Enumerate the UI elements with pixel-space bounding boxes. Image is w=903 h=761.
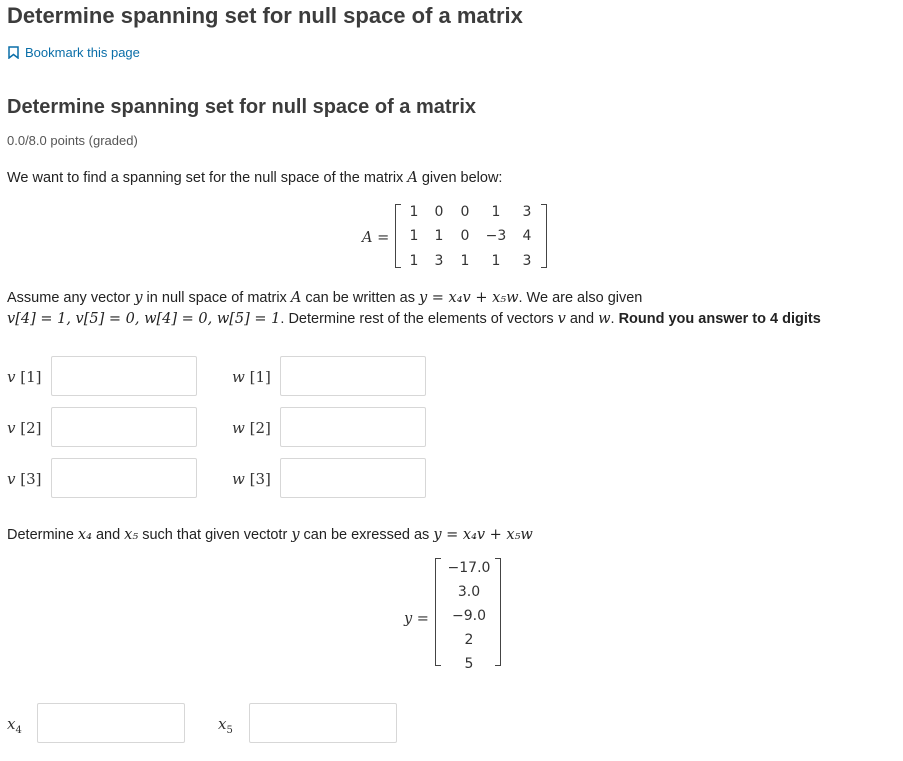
- w1-input[interactable]: [280, 356, 426, 396]
- w2-input[interactable]: [280, 407, 426, 447]
- v1-input[interactable]: [51, 356, 197, 396]
- matrix-a-cell: 1: [409, 204, 419, 220]
- matrix-a-cell: 4: [522, 228, 532, 244]
- matrix-a-cell: 1: [491, 204, 501, 220]
- w3-input[interactable]: [280, 458, 426, 498]
- y-vector-entry: 2: [464, 632, 474, 648]
- y-vector-entry: 3.0: [457, 584, 481, 600]
- assume-line-1: Assume any vector y in null space of matrix A can be written as y = x₄v + x₅w. We are also given: [7, 290, 643, 306]
- points-status: 0.0/8.0 points (graded): [7, 133, 138, 148]
- determine-text: Determine x₄ and x₅ such that given vectotr y can be exressed as y = x₄v + x₅w: [7, 527, 533, 543]
- x4-input[interactable]: [37, 703, 185, 743]
- matrix-a-cell: 1: [491, 253, 501, 269]
- matrix-a: [395, 204, 547, 270]
- matrix-a-cell: 1: [409, 228, 419, 244]
- v3-label: v [3]: [7, 470, 42, 488]
- x5-label: $x_5$: [218, 715, 233, 736]
- bookmark-icon: [8, 46, 19, 59]
- matrix-a-cell: 3: [522, 253, 532, 269]
- v3-input[interactable]: [51, 458, 197, 498]
- w3-label: w [3]: [232, 470, 271, 488]
- matrix-a-cell: 3: [522, 204, 532, 220]
- w1-label: w [1]: [232, 368, 271, 386]
- x4-label: $x_4$: [7, 715, 22, 736]
- matrix-a-cell: 1: [409, 253, 419, 269]
- y-vector-entry: −9.0: [452, 608, 486, 624]
- bookmark-label: Bookmark this page: [25, 45, 140, 60]
- round-note: Round you answer to 4 digits: [618, 311, 821, 327]
- intro-text: We want to find a spanning set for the null space of the matrix A given below:: [7, 170, 503, 186]
- matrix-a-cell: 0: [460, 204, 470, 220]
- problem-title: Determine spanning set for null space of a matrix: [7, 96, 477, 118]
- matrix-a-cell: 0: [434, 204, 444, 220]
- page-title: Determine spanning set for null space of a matrix: [7, 3, 523, 28]
- assume-line-2: v[4] = 1, v[5] = 0, w[4] = 0, w[5] = 1. Determine rest of the elements of vectors v and w. Round you answer to 4 digits: [7, 311, 821, 327]
- matrix-a-cell: 1: [460, 253, 470, 269]
- y-vector-label: y =: [404, 611, 429, 627]
- v2-input[interactable]: [51, 407, 197, 447]
- y-vector: [435, 558, 501, 672]
- matrix-a-label: A =: [362, 230, 390, 246]
- matrix-a-cell: 1: [434, 228, 444, 244]
- x5-input[interactable]: [249, 703, 397, 743]
- v2-label: v [2]: [7, 419, 42, 437]
- matrix-a-cell: 0: [460, 228, 470, 244]
- y-vector-entry: 5: [464, 656, 474, 672]
- matrix-a-cell: −3: [485, 228, 507, 244]
- v1-label: v [1]: [7, 368, 42, 386]
- y-vector-entry: −17.0: [447, 560, 491, 576]
- bookmark-button[interactable]: [8, 45, 140, 60]
- w2-label: w [2]: [232, 419, 271, 437]
- matrix-a-cell: 3: [434, 253, 444, 269]
